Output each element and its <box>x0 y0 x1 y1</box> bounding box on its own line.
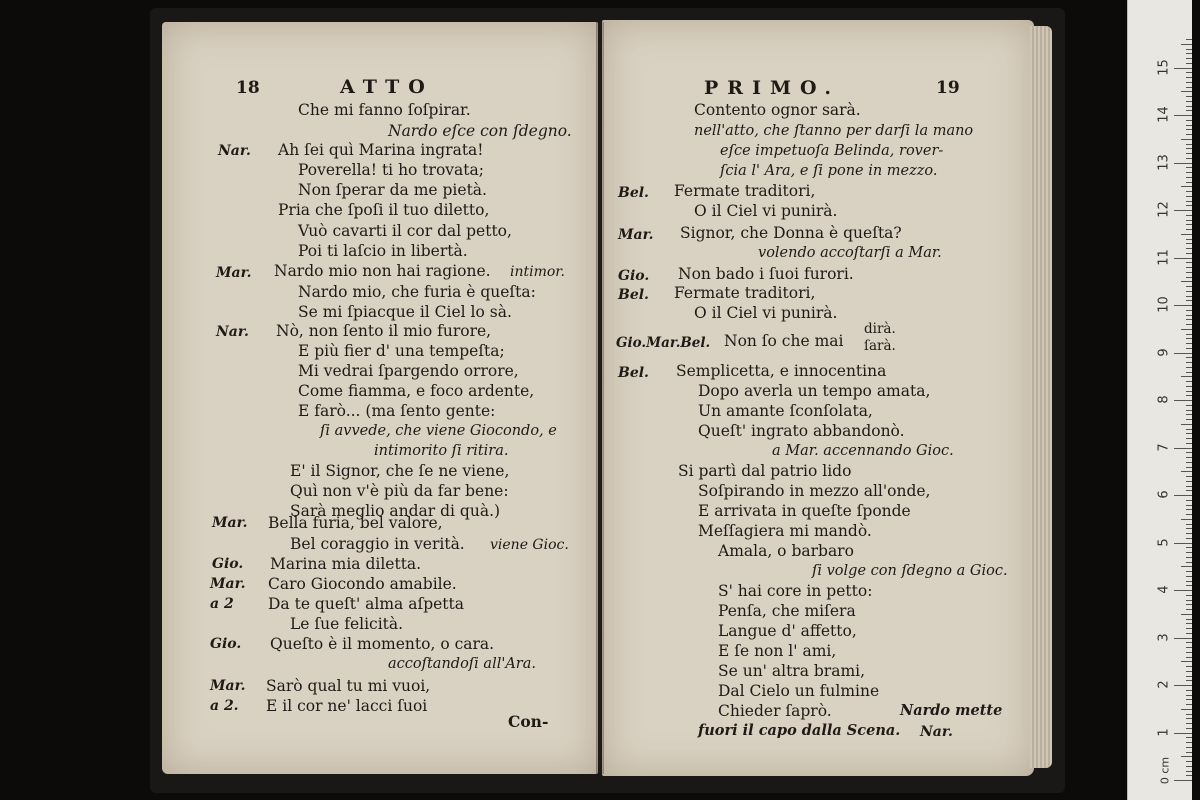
ruler-tick <box>1186 490 1192 491</box>
ruler-tick <box>1174 495 1192 496</box>
ruler-tick <box>1186 429 1192 430</box>
ruler-tick <box>1174 115 1192 116</box>
ruler-tick <box>1186 500 1192 501</box>
ruler-number: 7 <box>1156 442 1172 452</box>
text-line: Contento ognor sarà. <box>694 101 861 119</box>
ruler-tick <box>1186 718 1192 719</box>
ruler-tick <box>1186 433 1192 434</box>
left-page-number: 18 <box>236 78 260 98</box>
ruler-tick <box>1186 775 1192 776</box>
speaker-label: Nar. <box>216 324 249 340</box>
ruler-tick <box>1186 367 1192 368</box>
text-line: Semplicetta, e innocentina <box>676 362 887 380</box>
ruler-tick <box>1186 628 1192 629</box>
ruler-tick <box>1186 747 1192 748</box>
ruler-number: 1 <box>1156 727 1172 737</box>
ruler-tick <box>1186 723 1192 724</box>
text-line: O il Ciel vi punirà. <box>694 304 838 322</box>
ruler-tick <box>1186 182 1192 183</box>
ruler-tick <box>1186 666 1192 667</box>
ruler-tick <box>1186 291 1192 292</box>
text-line: E arrivata in queſte ſponde <box>698 502 911 520</box>
ruler-tick <box>1174 638 1192 639</box>
ruler-number: 8 <box>1156 395 1172 404</box>
ruler-tick <box>1186 96 1192 97</box>
speaker-label: Gio. <box>210 636 242 652</box>
stage-direction: ſcia l' Ara, e ſi pone in mezzo. <box>720 163 938 179</box>
ruler-tick <box>1186 315 1192 316</box>
ruler-tick <box>1186 324 1192 325</box>
ruler-tick <box>1174 543 1192 544</box>
text-line: E farò... (ma ſento gente: <box>298 402 496 420</box>
ruler-tick <box>1186 177 1192 178</box>
ruler-tick <box>1186 528 1192 529</box>
ruler-tick <box>1186 158 1192 159</box>
ruler-tick <box>1174 733 1192 734</box>
ruler-number: 10 <box>1156 296 1172 313</box>
text-line: E più fier d' una tempeſta; <box>298 342 505 360</box>
ruler-tick <box>1186 277 1192 278</box>
speaker-label: Mar. <box>212 515 248 531</box>
ruler-tick <box>1186 267 1192 268</box>
ruler-tick <box>1186 49 1192 50</box>
book-gutter <box>596 22 604 774</box>
ruler-tick <box>1186 110 1192 111</box>
ruler-tick <box>1181 709 1192 710</box>
text-line: Bel coraggio in verità. <box>290 535 465 553</box>
text-line: Meſſagiera mi mandò. <box>698 522 872 540</box>
text-line: Che mi fanno ſoſpirar. <box>298 101 471 119</box>
ruler-tick <box>1174 353 1192 354</box>
text-line: Langue d' affetto, <box>718 622 857 640</box>
text-line: Come fiamma, e foco ardente, <box>298 382 535 400</box>
stage-direction: a Mar. accennando Gioc. <box>772 443 954 459</box>
ruler-tick <box>1186 201 1192 202</box>
speaker-label: Mar. <box>618 227 654 243</box>
text-line: Vuò cavarti il cor dal petto, <box>298 222 512 240</box>
ruler-tick <box>1186 761 1192 762</box>
ruler-number: 3 <box>1156 632 1172 642</box>
ruler-tick <box>1186 619 1192 620</box>
text-line: Fermate traditori, <box>674 284 816 302</box>
ruler-number: 12 <box>1156 201 1172 218</box>
ruler-tick <box>1174 305 1192 306</box>
ruler-number: 5 <box>1156 537 1172 547</box>
ruler-tick <box>1186 167 1192 168</box>
ruler-tick <box>1186 728 1192 729</box>
ruler-tick <box>1181 519 1192 520</box>
text-line: Mi vedrai ſpargendo orrore, <box>298 362 519 380</box>
left-page <box>162 22 598 774</box>
ruler-tick <box>1186 481 1192 482</box>
ruler-tick <box>1181 44 1192 45</box>
ruler-tick <box>1181 471 1192 472</box>
text-line: Non ſo che mai <box>724 332 844 350</box>
ruler-tick <box>1186 196 1192 197</box>
ruler-tick <box>1181 566 1192 567</box>
ruler-tick <box>1186 39 1192 40</box>
ruler-tick <box>1186 642 1192 643</box>
ruler-tick <box>1186 419 1192 420</box>
speaker-label: Nar. <box>218 143 251 159</box>
ruler-tick <box>1186 191 1192 192</box>
page-edges <box>1030 26 1052 768</box>
ruler-tick <box>1174 780 1192 781</box>
ruler-tick <box>1186 338 1192 339</box>
text-line: Se mi ſpiacque il Ciel lo sà. <box>298 303 512 321</box>
right-page-number: 19 <box>936 78 960 98</box>
ruler-tick <box>1181 91 1192 92</box>
ruler-tick <box>1186 509 1192 510</box>
ruler-tick <box>1186 58 1192 59</box>
ruler-tick <box>1181 139 1192 140</box>
right-page-header: PRIMO. <box>704 77 841 99</box>
ruler-tick <box>1186 576 1192 577</box>
ruler-tick <box>1174 68 1192 69</box>
ruler-tick <box>1186 647 1192 648</box>
ruler-number: 14 <box>1156 106 1172 123</box>
ruler-number: 13 <box>1156 153 1172 171</box>
ruler-tick <box>1186 215 1192 216</box>
ruler-tick <box>1186 695 1192 696</box>
text-line: Queſto è il momento, o cara. <box>270 635 495 653</box>
ruler-tick <box>1186 343 1192 344</box>
ruler-tick <box>1186 319 1192 320</box>
ruler-tick <box>1186 248 1192 249</box>
ruler-tick <box>1186 552 1192 553</box>
ruler-tick <box>1186 148 1192 149</box>
ruler-tick <box>1186 253 1192 254</box>
ruler-tick <box>1186 144 1192 145</box>
scale-ruler <box>1127 0 1192 800</box>
ruler-tick <box>1181 234 1192 235</box>
text-line: Ah ſei quì Marina ingrata! <box>278 141 484 159</box>
text-line: Bella furia, bel valore, <box>268 514 443 532</box>
ruler-tick <box>1186 443 1192 444</box>
ruler-number: 9 <box>1156 347 1172 357</box>
ruler-tick <box>1186 467 1192 468</box>
speaker-label: Gio.Mar.Bel. <box>616 335 711 351</box>
dual-word-bottom: ſarà. <box>864 338 896 354</box>
ruler-tick <box>1186 652 1192 653</box>
text-line: Pria che ſpoſi il tuo diletto, <box>278 201 490 219</box>
text-line: E il cor ne' lacci ſuoi <box>266 697 428 715</box>
ruler-tick <box>1186 348 1192 349</box>
text-line: E' il Signor, che ſe ne viene, <box>290 462 510 480</box>
text-line: E ſe non l' ami, <box>718 642 837 660</box>
ruler-tick <box>1186 657 1192 658</box>
ruler-tick <box>1186 486 1192 487</box>
catchword: Nar. <box>920 724 953 740</box>
stage-direction: Nardo eſce con ſdegno. <box>388 122 572 140</box>
ruler-tick <box>1186 300 1192 301</box>
text-line: Poverella! ti ho trovata; <box>298 161 484 179</box>
ruler-tick <box>1186 581 1192 582</box>
ruler-tick <box>1186 557 1192 558</box>
ruler-tick <box>1186 514 1192 515</box>
text-line: O il Ciel vi punirà. <box>694 202 838 220</box>
ruler-tick <box>1174 685 1192 686</box>
stage-direction: eſce impetuoſa Belinda, rover- <box>720 143 944 159</box>
left-page-header: ATTO <box>340 76 434 98</box>
text-line: Poi ti laſcio in libertà. <box>298 242 468 260</box>
speaker-label: Gio. <box>618 268 650 284</box>
speaker-label: Mar. <box>210 576 246 592</box>
ruler-tick <box>1186 172 1192 173</box>
text-line: Dopo averla un tempo amata, <box>698 382 931 400</box>
ruler-tick <box>1186 362 1192 363</box>
stage-direction: accoſtandoſi all'Ara. <box>388 656 536 672</box>
ruler-tick <box>1186 243 1192 244</box>
ruler-tick <box>1186 72 1192 73</box>
text-line: Queſt' ingrato abbandonò. <box>698 422 905 440</box>
text-line: Marina mia diletta. <box>270 555 422 573</box>
text-line: S' hai core in petto: <box>718 582 873 600</box>
stage-direction: viene Gioc. <box>490 537 569 553</box>
ruler-tick <box>1186 680 1192 681</box>
ruler-tick <box>1181 756 1192 757</box>
ruler-tick <box>1181 424 1192 425</box>
ruler-tick <box>1186 129 1192 130</box>
ruler-tick <box>1186 77 1192 78</box>
stage-direction: fuori il capo dalla Scena. <box>698 722 901 739</box>
text-line: Caro Giocondo amabile. <box>268 575 457 593</box>
speaker-label: a 2 <box>210 596 234 612</box>
ruler-tick <box>1186 334 1192 335</box>
ruler-tick <box>1186 585 1192 586</box>
ruler-tick <box>1186 671 1192 672</box>
ruler-number: 6 <box>1156 490 1172 499</box>
ruler-tick <box>1186 381 1192 382</box>
stage-direction: ſi avvede, che viene Giocondo, e <box>320 423 557 439</box>
stage-direction: intimorito ſi ritira. <box>374 443 509 459</box>
text-line: Si partì dal patrio lido <box>678 462 852 480</box>
stage-direction: intimor. <box>510 264 565 280</box>
text-line: Fermate traditori, <box>674 182 816 200</box>
ruler-tick <box>1186 82 1192 83</box>
ruler-tick <box>1186 547 1192 548</box>
ruler-tick <box>1181 661 1192 662</box>
ruler-tick <box>1186 357 1192 358</box>
ruler-tick <box>1181 186 1192 187</box>
text-line: Nardo mio, che furia è queſta: <box>298 283 536 301</box>
ruler-tick <box>1186 262 1192 263</box>
ruler-tick <box>1186 462 1192 463</box>
text-line: Da te queſt' alma aſpetta <box>268 595 464 613</box>
text-line: Soſpirando in mezzo all'onde, <box>698 482 931 500</box>
speaker-label: Gio. <box>212 556 244 572</box>
ruler-tick <box>1181 329 1192 330</box>
ruler-tick <box>1186 452 1192 453</box>
ruler-tick <box>1186 595 1192 596</box>
stage-direction: Nardo mette <box>900 702 1003 719</box>
ruler-tick <box>1186 310 1192 311</box>
ruler-tick <box>1174 163 1192 164</box>
text-line: Sarò qual tu mi vuoi, <box>266 677 431 695</box>
text-line: Dal Cielo un fulmine <box>718 682 880 700</box>
ruler-tick <box>1186 414 1192 415</box>
ruler-tick <box>1186 134 1192 135</box>
ruler-tick <box>1174 210 1192 211</box>
ruler-tick <box>1186 633 1192 634</box>
ruler-tick <box>1186 87 1192 88</box>
ruler-tick <box>1186 205 1192 206</box>
ruler-tick <box>1186 457 1192 458</box>
speaker-label: Mar. <box>216 265 252 281</box>
ruler-tick <box>1186 286 1192 287</box>
speaker-label: Bel. <box>618 185 649 201</box>
ruler-tick <box>1186 405 1192 406</box>
text-line: Le ſue felicità. <box>290 615 404 633</box>
speaker-label: Bel. <box>618 287 649 303</box>
text-line: Non ſperar da me pietà. <box>298 181 487 199</box>
ruler-tick <box>1186 386 1192 387</box>
ruler-tick <box>1174 448 1192 449</box>
ruler-number: 11 <box>1156 248 1172 266</box>
text-line: Quì non v'è più da far bene: <box>290 482 509 500</box>
ruler-tick <box>1174 400 1192 401</box>
text-line: Amala, o barbaro <box>718 542 854 560</box>
ruler-tick <box>1186 220 1192 221</box>
speaker-label: Bel. <box>618 365 649 381</box>
ruler-tick <box>1186 372 1192 373</box>
ruler-tick <box>1186 538 1192 539</box>
ruler-tick <box>1186 690 1192 691</box>
ruler-tick <box>1186 224 1192 225</box>
ruler-tick <box>1174 258 1192 259</box>
ruler-tick <box>1186 153 1192 154</box>
ruler-tick <box>1186 101 1192 102</box>
dual-word-top: dirà. <box>864 321 896 337</box>
ruler-tick <box>1186 562 1192 563</box>
ruler-tick <box>1186 476 1192 477</box>
stage-direction: ſi volge con ſdegno a Gioc. <box>812 563 1008 579</box>
ruler-tick <box>1186 229 1192 230</box>
ruler-tick <box>1186 766 1192 767</box>
speaker-label: Mar. <box>210 678 246 694</box>
ruler-tick <box>1186 524 1192 525</box>
text-line: Sarà meglio andar di quà.) <box>290 502 501 520</box>
text-line: Un amante ſconſolata, <box>698 402 873 420</box>
text-line: Signor, che Donna è queſta? <box>680 224 902 242</box>
ruler-tick <box>1186 752 1192 753</box>
ruler-tick <box>1181 614 1192 615</box>
ruler-tick <box>1174 590 1192 591</box>
ruler-tick <box>1186 63 1192 64</box>
ruler-tick <box>1186 272 1192 273</box>
ruler-tick <box>1181 376 1192 377</box>
text-line: Nardo mio non hai ragione. <box>274 262 491 280</box>
ruler-number: 15 <box>1156 58 1172 76</box>
ruler-tick <box>1186 53 1192 54</box>
stage-direction: volendo accoſtarſi a Mar. <box>758 245 942 261</box>
ruler-tick <box>1186 395 1192 396</box>
text-line: Chieder ſaprò. <box>718 702 832 720</box>
text-line: Non bado i ſuoi furori. <box>678 265 854 283</box>
ruler-tick <box>1186 623 1192 624</box>
ruler-tick <box>1186 609 1192 610</box>
ruler-tick <box>1186 742 1192 743</box>
ruler-tick <box>1186 714 1192 715</box>
ruler-tick <box>1181 281 1192 282</box>
ruler-tick <box>1186 296 1192 297</box>
ruler-tick <box>1186 438 1192 439</box>
ruler-number: 2 <box>1156 680 1172 689</box>
ruler-tick <box>1186 604 1192 605</box>
ruler-tick <box>1186 771 1192 772</box>
ruler-tick <box>1186 676 1192 677</box>
right-page <box>602 20 1034 776</box>
ruler-unit-label: 0 cm <box>1158 756 1172 785</box>
catchword: Con- <box>508 712 549 731</box>
text-line: Nò, non ſento il mio furore, <box>276 322 492 340</box>
ruler-tick <box>1186 704 1192 705</box>
ruler-tick <box>1186 533 1192 534</box>
ruler-tick <box>1186 571 1192 572</box>
ruler-tick <box>1186 600 1192 601</box>
ruler-tick <box>1186 737 1192 738</box>
ruler-tick <box>1186 239 1192 240</box>
text-line: Se un' altra brami, <box>718 662 866 680</box>
text-line: Penſa, che miſera <box>718 602 856 620</box>
ruler-tick <box>1186 125 1192 126</box>
stage-direction: nell'atto, che ſtanno per darſi la mano <box>694 123 974 139</box>
ruler-tick <box>1186 505 1192 506</box>
ruler-tick <box>1186 120 1192 121</box>
ruler-tick <box>1186 391 1192 392</box>
ruler-tick <box>1186 699 1192 700</box>
speaker-label: a 2. <box>210 698 239 714</box>
ruler-number: 4 <box>1156 585 1172 594</box>
ruler-tick <box>1186 410 1192 411</box>
ruler-tick <box>1186 106 1192 107</box>
